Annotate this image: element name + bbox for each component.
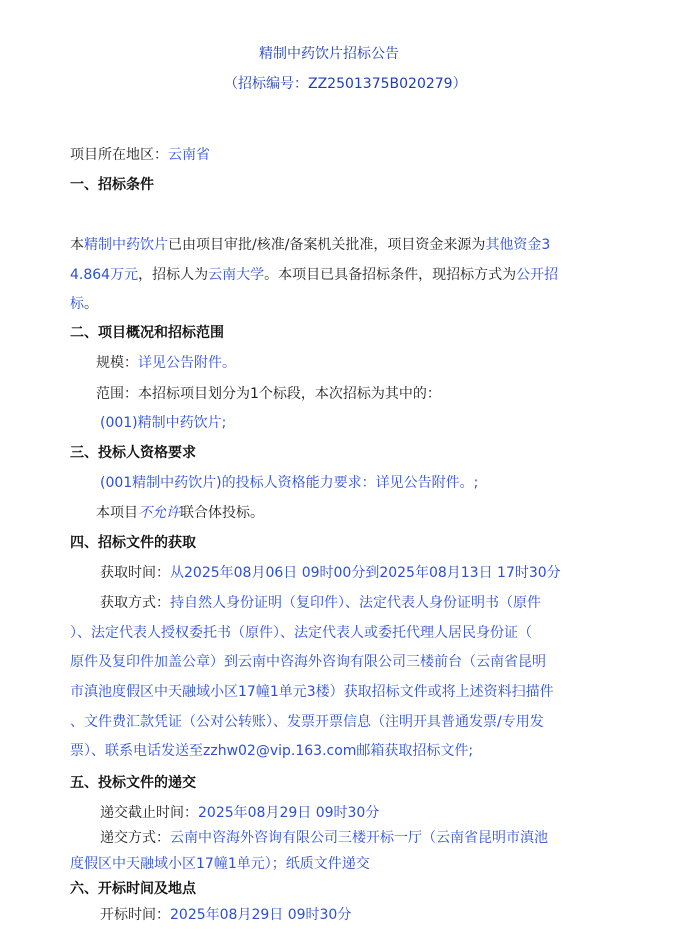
text: 。本项目已具备招标条件，现招标方式为 <box>264 267 517 283</box>
region-label: 项目所在地区： <box>70 147 168 163</box>
obtain-time-value: 从2025年08月06日 09时00分到2025年08月13日 17时30分 <box>170 565 561 581</box>
obtain-method-label: 获取方式： <box>100 595 170 611</box>
submit-method-text: 云南中咨海外咨询有限公司三楼开标一厅（云南省昆明市滇池 <box>170 830 548 846</box>
text: 本项目 <box>96 505 138 521</box>
s1-line-1 <box>70 235 550 255</box>
section-6-heading: 六、开标时间及地点 <box>70 881 196 897</box>
tender-number: （招标编号：ZZ2501375B020279） <box>224 76 467 92</box>
obtain-method-text: 持自然人身份证明（复印件）、法定代表人身份证明书（原件 <box>170 595 541 611</box>
region-value: 云南省 <box>168 147 210 163</box>
section-1-heading: 一、招标条件 <box>70 177 154 193</box>
joint-venture-status: 不允许 <box>138 505 180 521</box>
opening-time-line <box>100 905 351 925</box>
submit-method-line-2: 度假区中天融域小区17幢1单元）；纸质文件递交 <box>70 856 370 872</box>
s1-line-2 <box>70 265 558 285</box>
scale-value: 详见公告附件。 <box>138 355 236 371</box>
submit-method-label: 递交方式： <box>100 830 170 846</box>
deadline-value: 2025年08月29日 09时30分 <box>198 805 380 821</box>
project-name: 精制中药饮片 <box>84 237 168 253</box>
text: ，招标人为 <box>138 267 209 283</box>
section-3-heading: 三、投标人资格要求 <box>70 445 196 461</box>
opening-time-label: 开标时间： <box>100 907 170 923</box>
project-region <box>70 145 210 165</box>
s1-line-3 <box>70 294 98 314</box>
text: 已由项目审批/核准/备案机关批准，项目资金来源为 <box>168 237 486 253</box>
obtain-method-line-5: 、文件费汇款凭证（公对公转账）、发票开票信息（注明开具普通发票/专用发 <box>70 714 544 730</box>
tender-method: 公开招 <box>516 267 559 283</box>
scale-label: 规模： <box>96 355 138 371</box>
text: 。 <box>84 296 98 312</box>
joint-venture-line <box>96 503 264 523</box>
text: 联合体投标。 <box>180 505 264 521</box>
scale-line <box>96 353 236 373</box>
obtain-method-line-4: 市滇池度假区中天融域小区17幢1单元3楼）获取招标文件或将上述资料扫描件 <box>70 684 554 700</box>
section-5-heading: 五、投标文件的递交 <box>70 775 196 791</box>
qualification-requirement: (001精制中药饮片)的投标人资格能力要求：详见公告附件。; <box>100 475 479 491</box>
notice-title: 精制中药饮片招标公告 <box>259 46 399 62</box>
obtain-time-line <box>100 563 561 583</box>
lot-item: (001)精制中药饮片; <box>100 415 227 431</box>
fund-amount: 4.864万元 <box>70 267 139 283</box>
fund-source: 其他资金3 <box>485 237 551 253</box>
obtain-time-label: 获取时间： <box>100 565 170 581</box>
obtain-method-line-3: 原件及复印件加盖公章）到云南中咨海外咨询有限公司三楼前台（云南省昆明 <box>70 654 546 670</box>
deadline-line <box>100 803 379 823</box>
obtain-method-line-2: ）、法定代表人授权委托书（原件）、法定代表人或委托代理人居民身份证（ <box>70 625 532 641</box>
section-2-heading: 二、项目概况和招标范围 <box>70 325 224 341</box>
deadline-label: 递交截止时间： <box>100 805 198 821</box>
section-4-heading: 四、招标文件的获取 <box>70 535 196 551</box>
opening-time-value: 2025年08月29日 09时30分 <box>170 907 352 923</box>
obtain-method-line-6: 票）、联系电话发送至zzhw02@vip.163.com邮箱获取招标文件; <box>70 743 474 759</box>
obtain-method-line-1 <box>100 593 541 613</box>
scope-line: 范围：本招标项目划分为1个标段，本次招标为其中的： <box>96 386 441 402</box>
submit-method-line-1 <box>100 828 548 848</box>
text: 本 <box>70 237 84 253</box>
tender-method-end: 标 <box>70 296 84 312</box>
tenderer: 云南大学 <box>208 267 265 283</box>
